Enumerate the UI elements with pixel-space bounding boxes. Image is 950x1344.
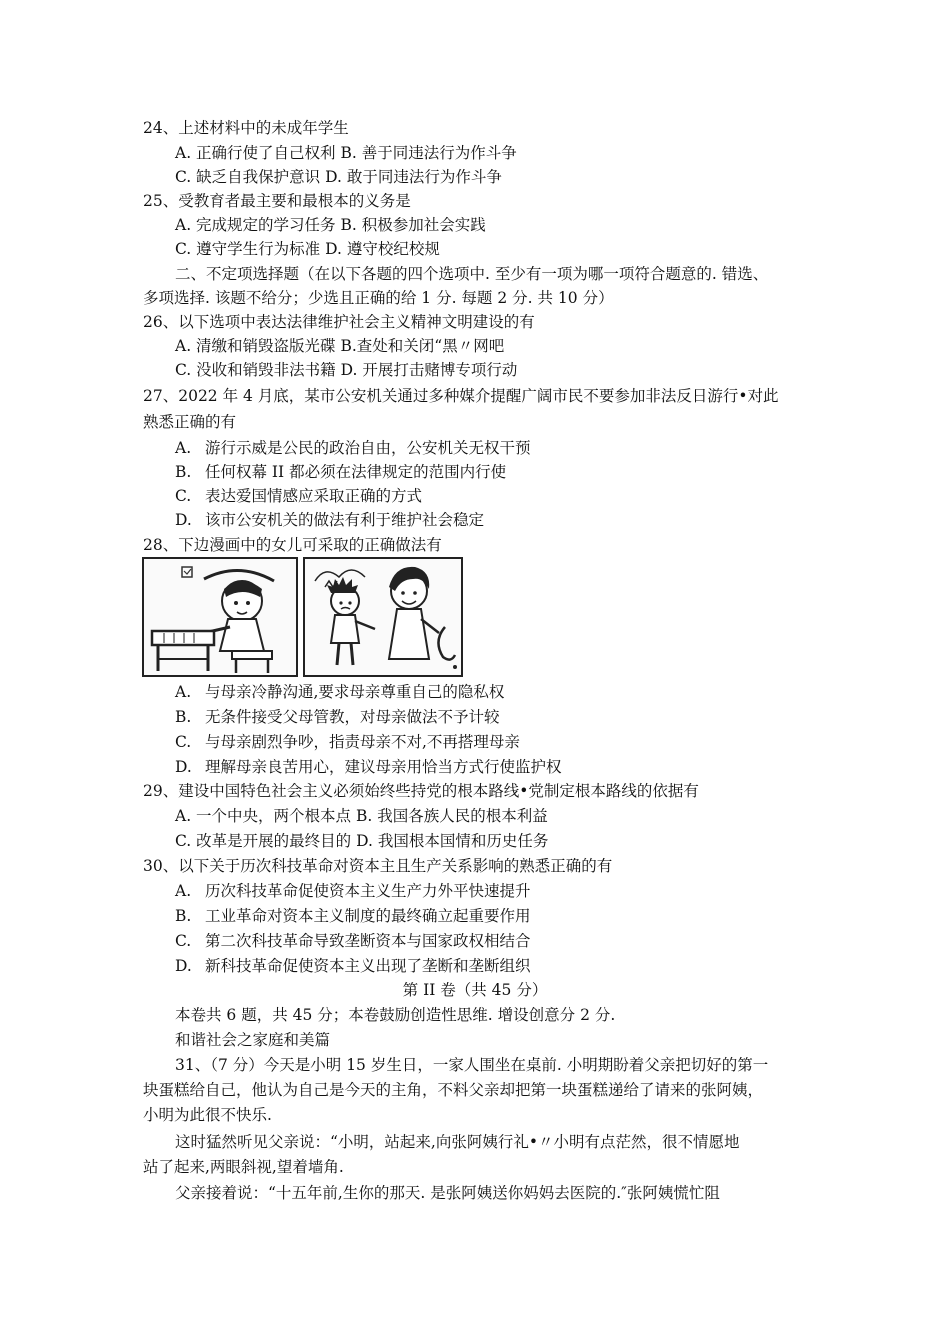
- q30-option-a: A. 历次科技革命促使资本主义生产力外平快速提升: [175, 882, 531, 900]
- q31-paragraph-1-line-3: 小明为此很不快乐.: [143, 1106, 272, 1124]
- q30-option-d: D. 新科技革命促使资本主义出现了垄断和垄断组织: [175, 957, 531, 975]
- q25-option-line-2: C. 遵守学生行为标准 D. 遵守校纪校规: [175, 240, 440, 258]
- q27-option-d: D. 该市公安机关的做法有利于维护社会稳定: [175, 511, 485, 529]
- q29-option-line-2: C. 改革是开展的最终目的 D. 我国根本国情和历史任务: [175, 832, 549, 850]
- q28-option-b: B. 无条件接受父母管教，对母亲做法不予计较: [175, 708, 500, 726]
- q30-option-b: B. 工业革命对资本主义制度的最终确立起重要作用: [175, 907, 531, 925]
- q26-stem: 26、以下选项中表达法律维护社会主义精神文明建设的有: [143, 313, 535, 331]
- q27-stem-line-1: 27、2022 年 4 月底，某市公安机关通过多种媒介提醒广阔市民不要参加非法反日游行•对此: [143, 387, 779, 405]
- q31-paragraph-3-line-1: 父亲接着说：“十五年前,生你的那天. 是张阿姨送你妈妈去医院的.″张阿姨慌忙阻: [175, 1184, 720, 1202]
- q24-option-line-1: A. 正确行使了自己权利 B. 善于同违法行为作斗争: [175, 144, 517, 162]
- q29-stem: 29、建设中国特色社会主义必须始终些持党的根本路线•党制定根本路线的依据有: [143, 782, 699, 800]
- q27-option-a: A. 游行示威是公民的政治自由，公安机关无权干预: [175, 439, 531, 457]
- q25-stem: 25、受教育者最主要和最根本的义务是: [143, 192, 411, 210]
- cartoon-mother-and-daughter-image: [305, 559, 461, 675]
- section2-instructions-line-2: 多项选择. 该题不给分；少选且正确的给 1 分. 每题 2 分. 共 10 分）: [143, 289, 614, 307]
- q27-stem-line-2: 熟悉正确的有: [143, 413, 237, 431]
- part2-intro: 本卷共 6 题，共 45 分；本卷鼓励创造性思维. 增设创意分 2 分.: [175, 1006, 616, 1024]
- q24-option-line-2: C. 缺乏自我保护意识 D. 敢于同违法行为作斗争: [175, 168, 502, 186]
- part2-section-heading: 和谐社会之家庭和美篇: [175, 1031, 331, 1049]
- q26-option-line-2: C. 没收和销毁非法书籍 D. 开展打击赌博专项行动: [175, 361, 518, 379]
- q29-option-line-1: A. 一个中央，两个根本点 B. 我国各族人民的根本利益: [175, 807, 548, 825]
- cartoon-daughter-at-desk-image: [144, 559, 296, 675]
- q28-option-c: C. 与母亲剧烈争吵，指责母亲不对,不再搭理母亲: [175, 733, 520, 751]
- q27-option-c: C. 表达爱国情感应采取正确的方式: [175, 487, 423, 505]
- q28-option-a: A. 与母亲冷静沟通,要求母亲尊重自己的隐私权: [175, 683, 505, 701]
- section2-instructions-line-1: 二、不定项选择题（在以下各题的四个选项中. 至少有一项为哪一项符合题意的. 错选、: [175, 265, 769, 283]
- cartoon-panel-2: [303, 557, 463, 677]
- part2-title: 第 II 卷（共 45 分）: [402, 981, 548, 999]
- q28-option-d: D. 理解母亲良苦用心，建议母亲用恰当方式行使监护权: [175, 758, 562, 776]
- q27-option-b: B. 任何权幕 II 都必须在法律规定的范围内行使: [175, 463, 507, 481]
- q31-paragraph-2-line-1: 这时猛然听见父亲说：“小明，站起来,向张阿姨行礼•〃小明有点茫然，很不情愿地: [175, 1133, 740, 1151]
- q28-stem: 28、下边漫画中的女儿可采取的正确做法有: [143, 536, 442, 554]
- q30-stem: 30、以下关于历次科技革命对资本主且生产关系影响的熟悉正确的有: [143, 857, 613, 875]
- q31-paragraph-1-line-1: 31、（7 分）今天是小明 15 岁生日，一家人围坐在桌前. 小明期盼着父亲把切好的第一: [175, 1056, 769, 1074]
- q31-paragraph-1-line-2: 块蛋糕给自己，他认为自己是今天的主角，不料父亲却把第一块蛋糕递给了请来的张阿姨，: [143, 1081, 764, 1099]
- q24-stem: 24、上述材料中的未成年学生: [143, 119, 349, 137]
- q30-option-c: C. 第二次科技革命导致垄断资本与国家政权相结合: [175, 932, 531, 950]
- q25-option-line-1: A. 完成规定的学习任务 B. 积极参加社会实践: [175, 216, 486, 234]
- q31-paragraph-2-line-2: 站了起来,两眼斜视,望着墙角.: [143, 1158, 344, 1176]
- q26-option-line-1: A. 清缴和销毁盗版光碟 B.查处和关闭“黑〃网吧: [175, 337, 505, 355]
- cartoon-panel-1: [142, 557, 298, 677]
